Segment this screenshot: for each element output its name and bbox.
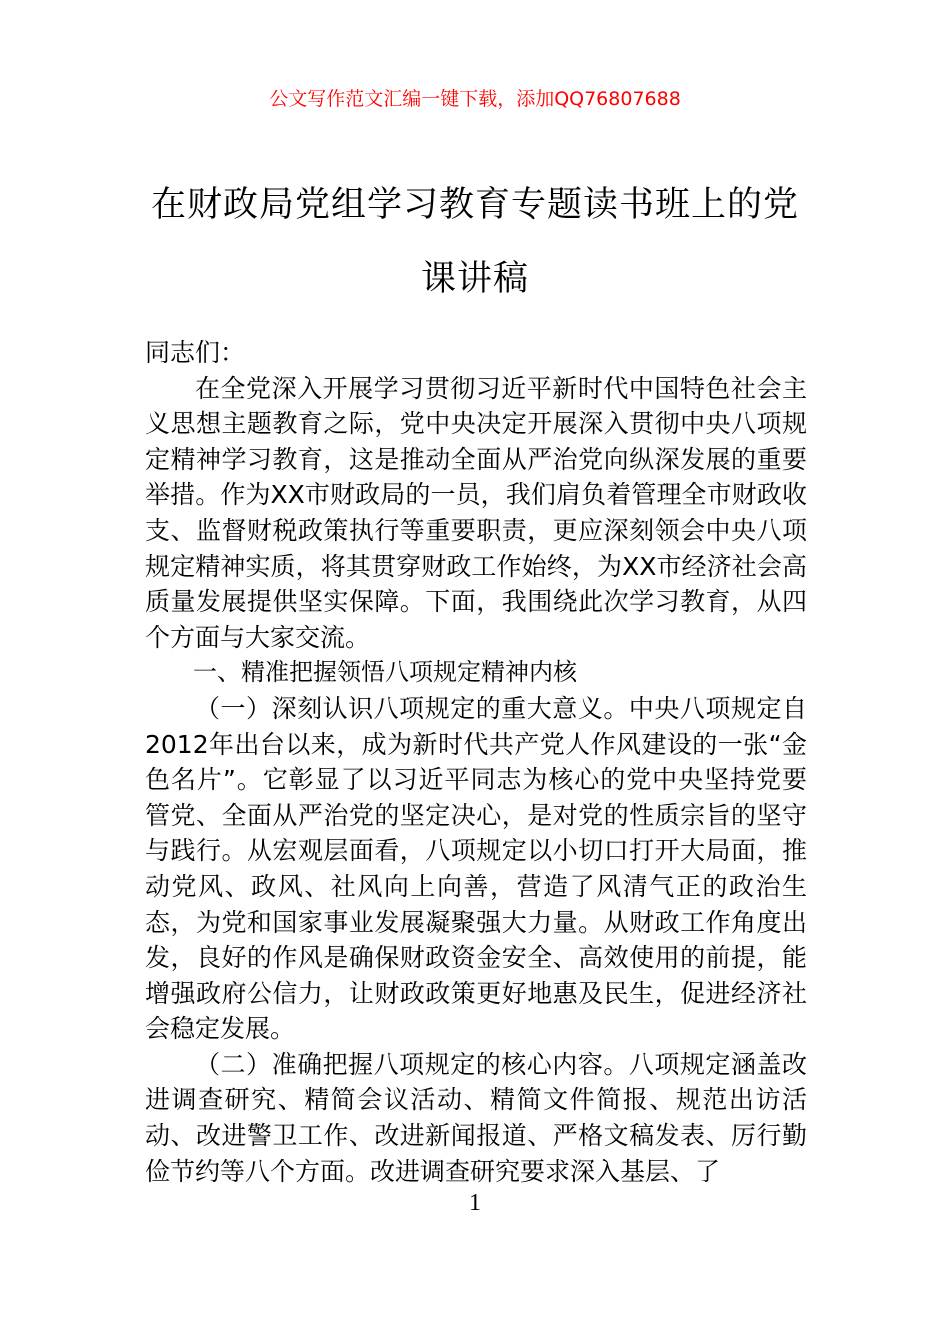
subsection-paragraph-1: （一）深刻认识八项规定的重大意义。中央八项规定自2012年出台以来，成为新时代共产党人作风建设的一张“金色名片”。它彰显了以习近平同志为核心的党中央坚持党要管党、全面从严治党的坚定决心，是对党的性质宗旨的坚守与践行。从宏观层面看，八项规定以小切口打开大局面，推动党风、政风、社风向上向善，营造了风清气正的政治生态，为党和国家事业发展凝聚强大力量。从财政工作角度出发，良好的作风是确保财政资金安全、高效使用的前提，能增强政府公信力，让财政政策更好地惠及民生，促进经济社会稳定发展。 <box>145 693 807 1044</box>
salutation: 同志们： <box>145 338 246 367</box>
document-title <box>150 168 800 316</box>
section-heading-1: 一、精准把握领悟八项规定精神内核 <box>193 658 577 687</box>
title-line-2: 课讲稿 <box>420 259 529 299</box>
document-body <box>145 335 807 1189</box>
intro-paragraph: 在全党深入开展学习贯彻习近平新时代中国特色社会主义思想主题教育之际，党中央决定开展深入贯彻中央八项规定精神学习教育，这是推动全面从严治党向纵深发展的重要举措。作为XX市财政局的一员，我们肩负着管理全市财政收支、监督财税政策执行等重要职责，更应深刻领会中央八项规定精神实质，将其贯穿财政工作始终，为XX市经济社会高质量发展提供坚实保障。下面，我围绕此次学习教育，从四个方面与大家交流。 <box>145 373 807 652</box>
promo-banner[interactable]: 公文写作范文汇编一键下载，添加QQ76807688 <box>269 88 681 110</box>
title-line-1: 在财政局党组学习教育专题读书班上的党 <box>150 185 799 225</box>
subsection-paragraph-2: （二）准确把握八项规定的核心内容。八项规定涵盖改进调查研究、精简会议活动、精简文件简报、规范出访活动、改进警卫工作、改进新闻报道、严格文稿发表、厉行勤俭节约等八个方面。改进调查研究要求深入基层、了 <box>145 1049 807 1186</box>
page-number: 1 <box>469 1190 481 1216</box>
